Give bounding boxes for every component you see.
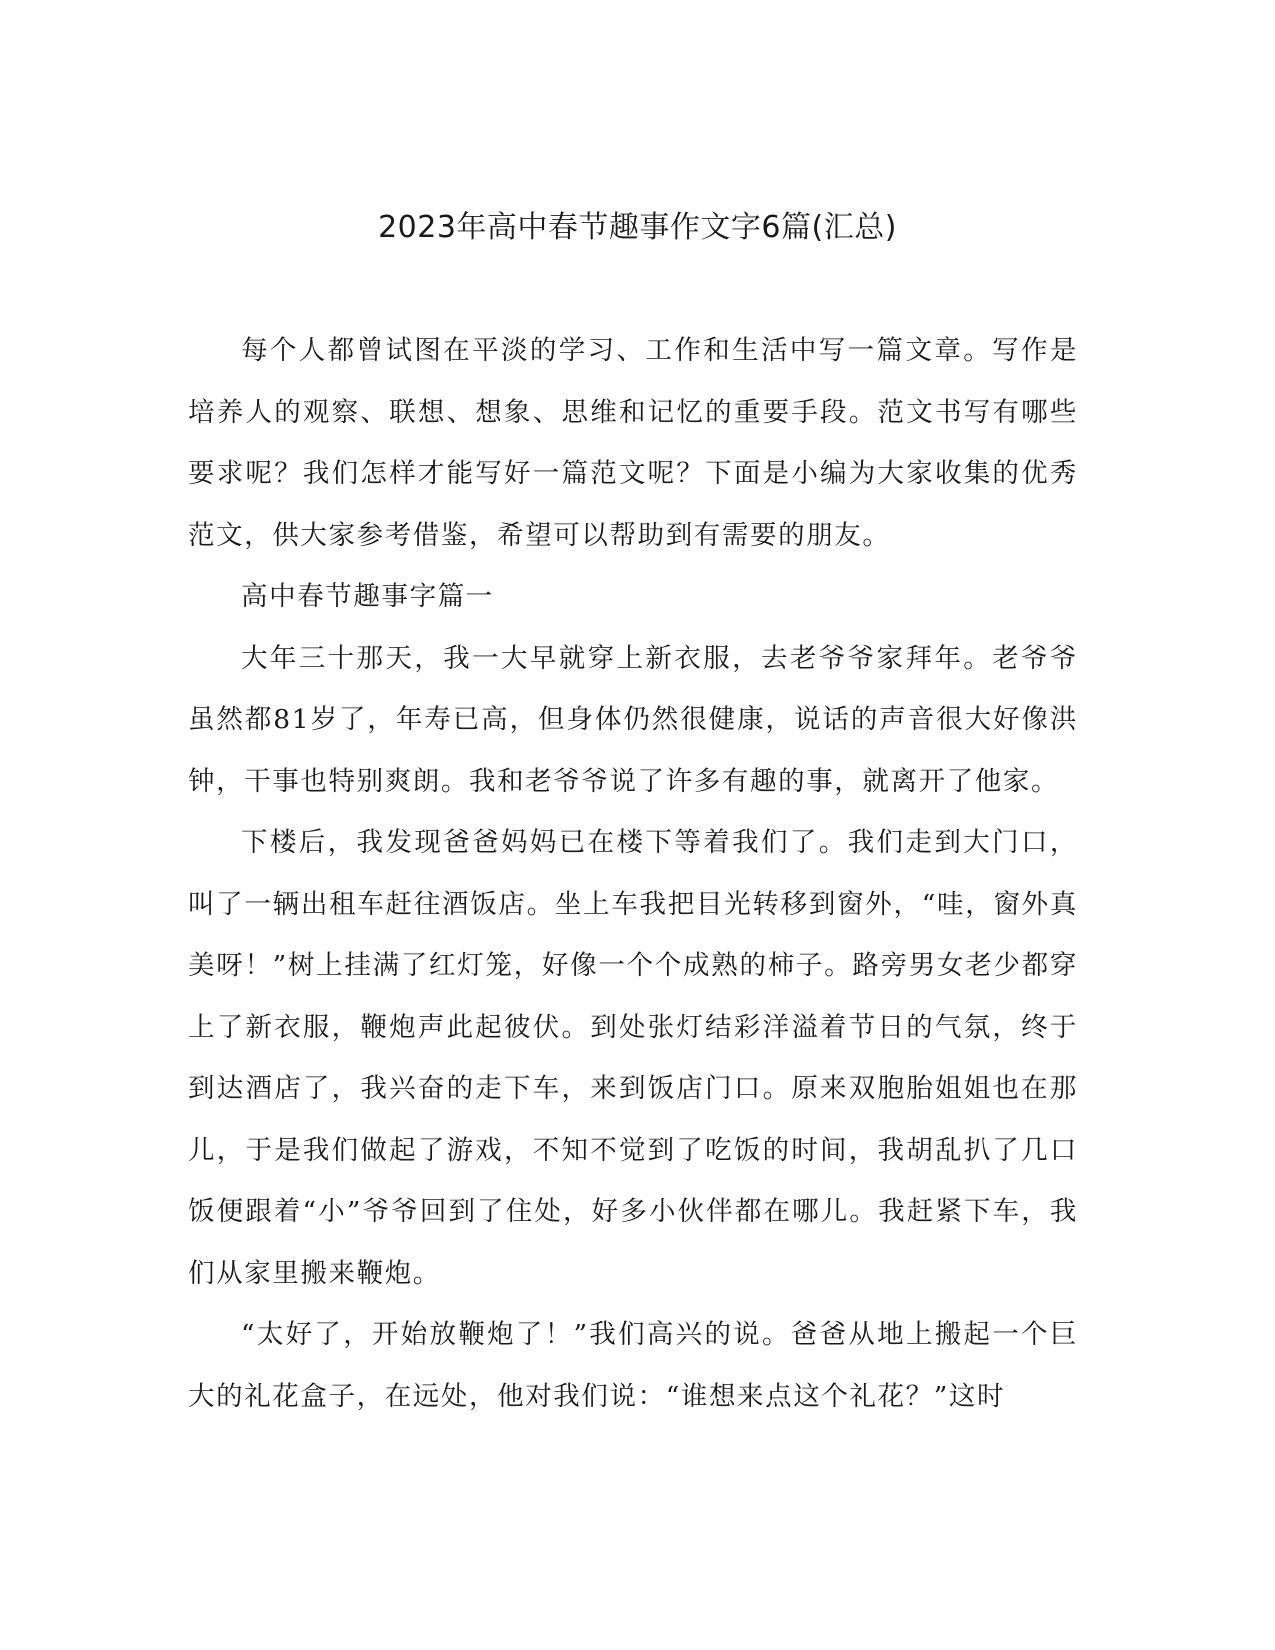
intro-paragraph: 每个人都曾试图在平淡的学习、工作和生活中写一篇文章。写作是培养人的观察、联想、想象、思维和记忆的重要手段。范文书写有哪些要求呢？我们怎样才能写好一篇范文呢？下面是小编为大家收集的优秀范文，供大家参考借鉴，希望可以帮助到有需要的朋友。	[188, 335, 1078, 551]
document-body	[188, 320, 1078, 1427]
section-heading: 高中春节趣事字篇一	[241, 581, 494, 612]
body-paragraph: 下楼后，我发现爸爸妈妈已在楼下等着我们了。我们走到大门口，叫了一辆出租车赶往酒饭店。坐上车我把目光转移到窗外，“哇，窗外真美呀！”树上挂满了红灯笼，好像一个个成熟的柿子。路旁男女老少都穿上了新衣服，鞭炮声此起彼伏。到处张灯结彩洋溢着节日的气氛，终于到达酒店了，我兴奋的走下车，来到饭店门口。原来双胞胎姐姐也在那儿，于是我们做起了游戏，不知不觉到了吃饭的时间，我胡乱扒了几口饭便跟着“小”爷爷回到了住处，好多小伙伴都在哪儿。我赶紧下车，我们从家里搬来鞭炮。	[188, 827, 1078, 1289]
document-title: 2023年高中春节趣事作文字6篇(汇总)	[378, 210, 897, 245]
body-paragraph: 大年三十那天，我一大早就穿上新衣服，去老爷爷家拜年。老爷爷虽然都81岁了，年寿已高，但身体仍然很健康，说话的声音很大好像洪钟，干事也特别爽朗。我和老爷爷说了许多有趣的事，就离开了他家。	[188, 642, 1078, 797]
body-paragraph: “太好了，开始放鞭炮了！”我们高兴的说。爸爸从地上搬起一个巨大的礼花盒子，在远处，他对我们说：“谁想来点这个礼花？”这时	[188, 1319, 1078, 1412]
